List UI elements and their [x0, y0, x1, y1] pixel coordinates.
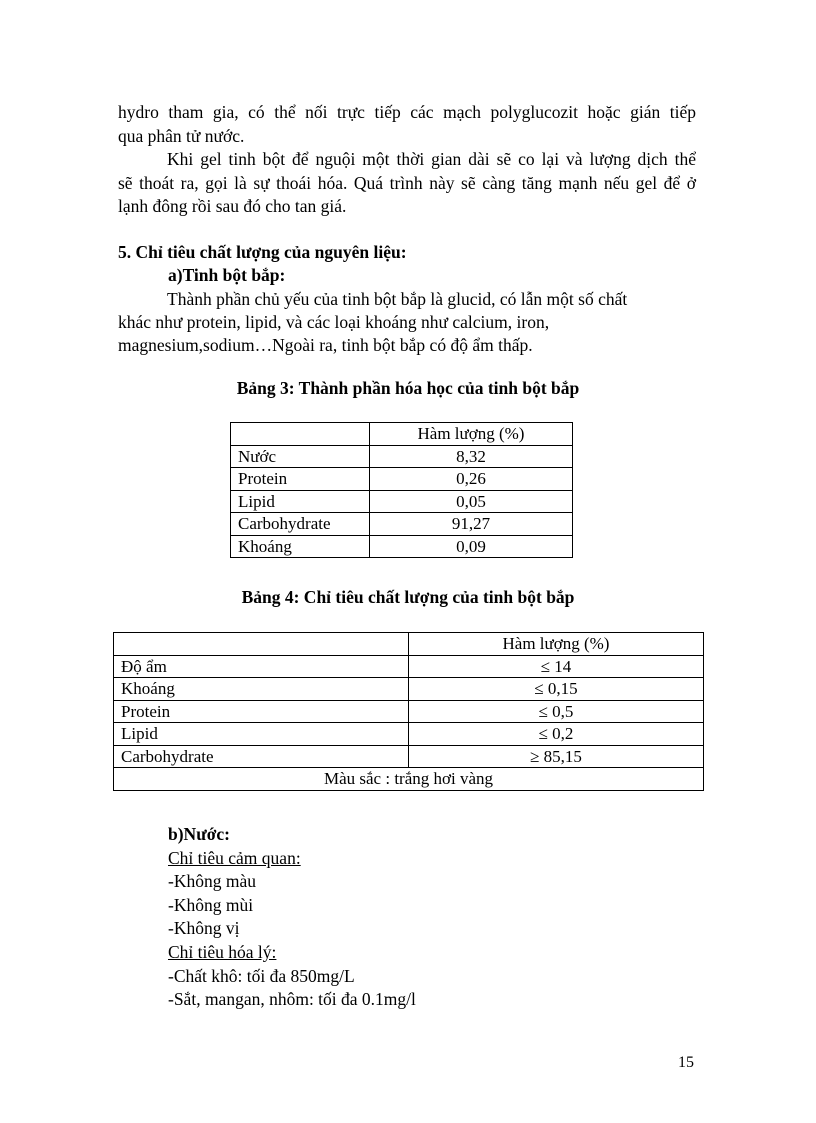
- table-4-label: Protein: [114, 700, 409, 723]
- intro-line-1: hydro tham gia, có thể nối trực tiếp các mạch polyglucozit hoặc gián tiếp: [118, 102, 696, 122]
- table-4-value: ≤ 0,2: [409, 723, 704, 746]
- table-3-caption: Bảng 3: Thành phần hóa học của tinh bột bắp: [236, 378, 580, 398]
- table-4-label: Lipid: [114, 723, 409, 746]
- table-row: [114, 745, 704, 768]
- table-4-value: ≤ 14: [409, 655, 704, 678]
- table-3-value: 91,27: [370, 513, 573, 536]
- corn-starch-desc-line-3: magnesium,sodium…Ngoài ra, tinh bột bắp có độ ẩm thấp.: [118, 335, 533, 355]
- table-4-header: Hàm lượng (%): [409, 633, 704, 656]
- table-4-value: ≤ 0,5: [409, 700, 704, 723]
- table-4-header-blank: [114, 633, 409, 656]
- table-3-header-blank: [231, 423, 370, 446]
- table-row: [114, 678, 704, 701]
- table-row: [231, 468, 573, 491]
- table-row: [114, 700, 704, 723]
- list-item: -Không màu: [168, 871, 256, 892]
- table-3-value: 8,32: [370, 445, 573, 468]
- table-row: [114, 768, 704, 791]
- list-item: -Sắt, mangan, nhôm: tối đa 0.1mg/l: [168, 989, 416, 1010]
- table-row: [231, 423, 573, 446]
- list-item: -Không mùi: [168, 894, 254, 915]
- table-3-value: 0,09: [370, 535, 573, 558]
- table-4: [113, 632, 704, 791]
- section-5-heading: 5. Chỉ tiêu chất lượng của nguyên liệu:: [118, 242, 407, 262]
- table-4-footer: Màu sắc : trắng hơi vàng: [114, 768, 704, 791]
- list-item: -Không vị: [168, 918, 240, 939]
- table-3-value: 0,26: [370, 468, 573, 491]
- table-3-label: Lipid: [231, 490, 370, 513]
- chem-title: Chỉ tiêu hóa lý:: [168, 941, 277, 962]
- table-4-label: Carbohydrate: [114, 745, 409, 768]
- intro-line-2: qua phân tử nước.: [118, 125, 245, 146]
- table-row: [231, 445, 573, 468]
- corn-starch-desc-line-2: khác như protein, lipid, và các loại khoáng như calcium, iron,: [118, 312, 550, 332]
- list-item: -Chất khô: tối đa 850mg/L: [168, 965, 355, 986]
- table-row: [231, 490, 573, 513]
- page-number: 15: [678, 1054, 694, 1071]
- table-4-label: Khoáng: [114, 678, 409, 701]
- corn-starch-desc-line-1: Thành phần chủ yếu của tinh bột bắp là glucid, có lẫn một số chất: [167, 289, 628, 309]
- water-section: [168, 823, 416, 1012]
- water-heading: b)Nước:: [168, 824, 230, 844]
- intro-para2-line-1: Khi gel tinh bột để nguội một thời gian dài sẽ co lại và lượng dịch thể: [167, 149, 696, 169]
- table-3: [230, 422, 573, 558]
- sub-heading-corn-starch: a)Tinh bột bắp:: [168, 265, 286, 285]
- table-3-header: Hàm lượng (%): [370, 423, 573, 446]
- intro-para2-line-2: sẽ thoát ra, gọi là sự thoái hóa. Quá trình này sẽ càng tăng mạnh nếu gel để ở: [118, 172, 696, 193]
- table-4-caption: Bảng 4: Chỉ tiêu chất lượng của tinh bột bắp: [241, 587, 575, 607]
- sensory-title: Chỉ tiêu cảm quan:: [168, 847, 301, 868]
- table-row: [114, 655, 704, 678]
- table-row: [114, 723, 704, 746]
- table-4-value: ≤ 0,15: [409, 678, 704, 701]
- table-3-label: Nước: [231, 445, 370, 468]
- table-3-label: Khoáng: [231, 535, 370, 558]
- table-3-value: 0,05: [370, 490, 573, 513]
- table-4-value: ≥ 85,15: [409, 745, 704, 768]
- table-4-label: Độ ẩm: [114, 655, 409, 678]
- table-3-label: Protein: [231, 468, 370, 491]
- table-row: [231, 513, 573, 536]
- table-row: [231, 535, 573, 558]
- table-row: [114, 633, 704, 656]
- table-3-label: Carbohydrate: [231, 513, 370, 536]
- intro-para2-line-3: lạnh đông rồi sau đó cho tan giá.: [118, 196, 347, 216]
